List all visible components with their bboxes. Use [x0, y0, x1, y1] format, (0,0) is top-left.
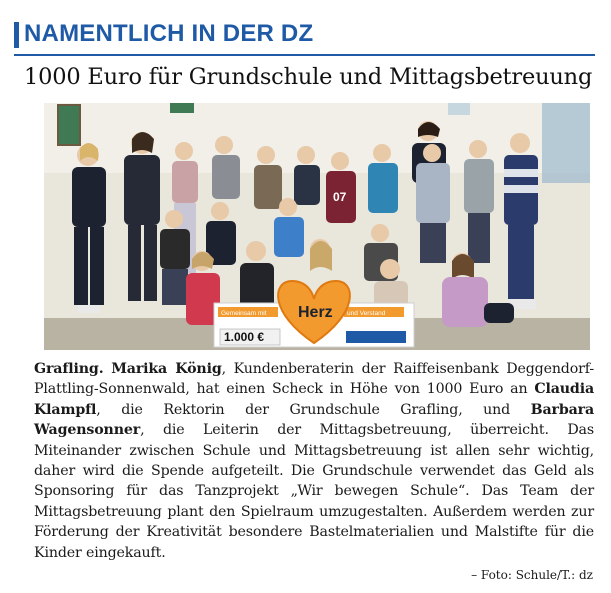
window [542, 103, 590, 183]
cheque-right-banner: und Verstand [347, 310, 386, 317]
dateline: Grafling. [34, 361, 104, 377]
article-body [34, 359, 594, 563]
person-name: Marika König [111, 361, 222, 377]
section-kicker: NAMENTLICH IN DER DZ [24, 20, 314, 47]
header-rule [14, 54, 595, 56]
bank-logo [346, 331, 406, 343]
article-headline: 1000 Euro für Grundschule und Mittagsbetreuung [24, 64, 593, 90]
shirt-number: 07 [333, 190, 347, 204]
wall-picture [170, 103, 194, 113]
person-name: Barbara Wagensonner [34, 401, 594, 439]
heart-text: Herz [298, 304, 333, 321]
person-name: Claudia Klampfl [34, 381, 594, 418]
body-text: , die Rektorin der Grundschule Grafling, und [96, 401, 531, 418]
body-text: , die Leiterin der Mittagsbetreuung, überreicht. Das Miteinander zwischen Schule und Mittagsbetreuung ist allen sehr wichtig, daher wird die Spende aufgeteilt. Die Grundschule verwendet das Geld als Sponsoring für das Tanzprojekt „Wir bewegen Schule“. Das Team der Mittagsbetreuung plant den Spielraum umzugestalten. Außerdem werden zur Förderung der Kreativität besondere Bastelmaterialien und Malstifte für die Kinder eingekauft. [34, 422, 594, 561]
article-photo [44, 103, 590, 350]
wall-picture [448, 103, 470, 115]
kicker-accent-bar [14, 22, 19, 48]
cheque-amount: 1.000 € [224, 330, 265, 344]
photo-credit: – Foto: Schule/T.: dz [471, 568, 593, 582]
body-text: , Kundenberaterin der Raiffeisenbank Deggendorf-Plattling-Sonnenwald, hat einen Scheck in Höhe von 1000 Euro an [34, 361, 594, 398]
cheque-left-banner: Gemeinsam mit [221, 310, 267, 317]
wall-picture [58, 105, 80, 145]
group-photo-illustration [44, 103, 590, 350]
